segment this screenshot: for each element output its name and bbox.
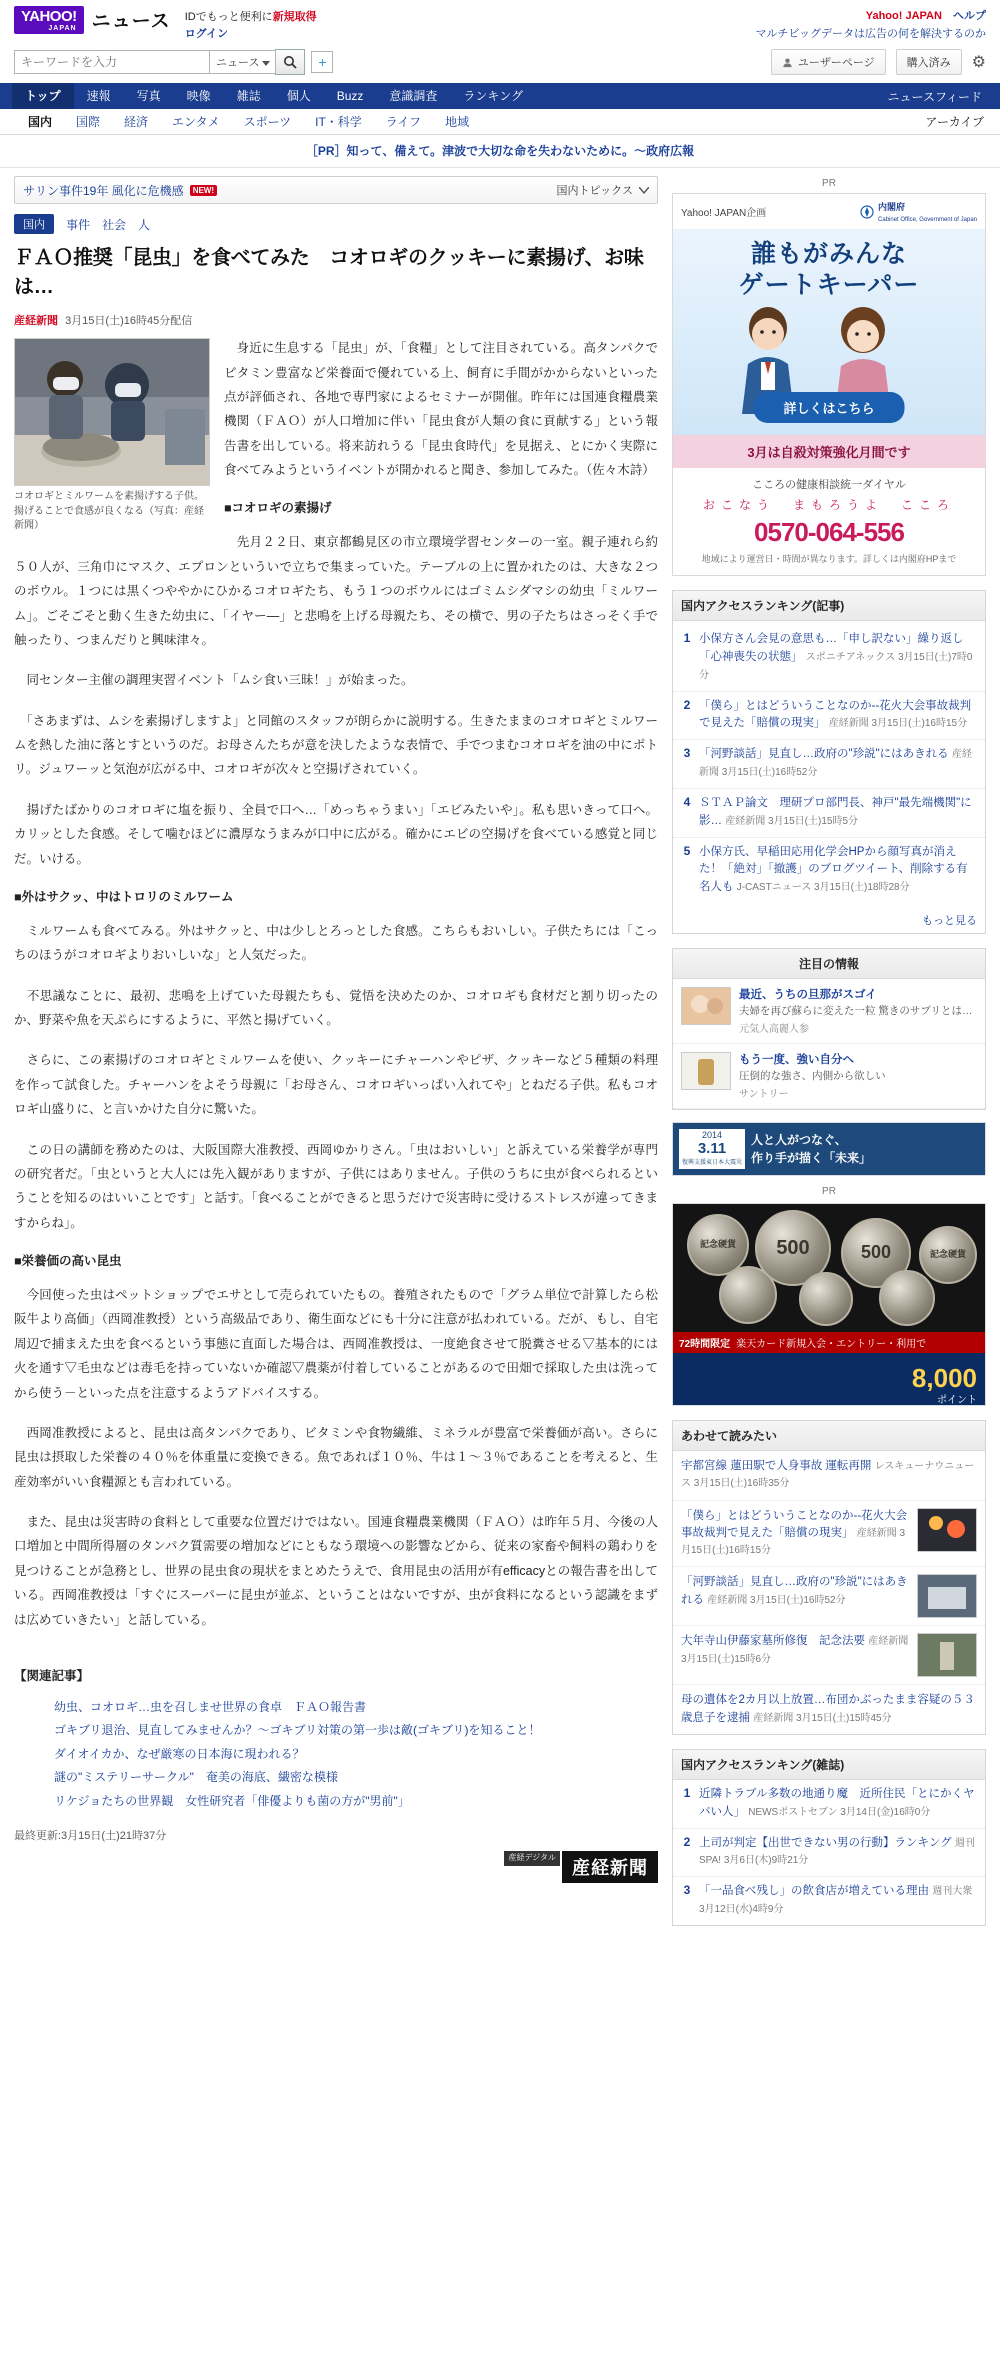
together-meta: 産経新聞 3月15日(土)15時45分 [753,1712,892,1724]
sidebar [672,176,986,1926]
subnav-item-archive[interactable]: アーカイブ [925,115,984,130]
subnav-item-sports[interactable]: スポーツ [243,115,292,130]
search-scope-label: ニュース [216,57,260,70]
article-paragraph: 身近に生息する「昆虫」が、「食糧」として注目されている。高タンパクでビタミン豊富など栄養面で優れている上、飼育に手間がかからないといった点が評価され、各地で専門家によるセミナーが開催。昨年には国連食糧農業機関（ＦＡＯ）が人口増加に伴い「昆虫食が人類の食に貢献する」という報告書を出している。将来訪れうる「昆虫食時代」を見据え、とにかく実際に食べてみようというイベントが開かれると聞き、参加してみた。（佐々木詩） [224,341,658,478]
rank-number: 5 [683,843,691,858]
publisher-logo [14,1851,658,1883]
ad-contact-line2: おこなう まもろうよ こころ [702,498,955,513]
last-updated: 最終更新:3月15日(土)21時37分 [14,1829,167,1842]
article-body [14,336,658,1648]
list-item[interactable] [673,1626,985,1685]
nav-item-magazine[interactable]: 雑誌 [236,89,261,104]
ranking-list [673,621,985,907]
list-item[interactable] [673,740,985,789]
thumbnail-image [682,1053,730,1089]
category-badge: 国内 [14,214,54,234]
article-paragraph: 先月２２日、東京都鶴見区の市立環境学習センターの一室。親子連れら約５０人が、三角巾にマスク、エプロンといういで立ちで集まっていた。テーブルの上に置かれたのは、大きな２つのボウル。１つには黒くつややかにひかるコオロギたち、もう１つのボウルにはゴミムシダマシの幼虫「ミルワーム」。ごそごそと動く生きた幼虫に、「イヤー―」と悲鳴を上げる母親たち、その横で、男の子たちはさっそく手で触ったり、つまんだりと興味津々。 [14,535,658,647]
section-heading-3: ■栄養価の高い昆虫 [14,1254,122,1269]
more-link[interactable]: もっと見る [922,914,977,927]
thumbnail [917,1508,977,1552]
coin-limited: 72時間限定 [679,1339,731,1351]
nav-item-buzz[interactable]: Buzz [336,89,364,104]
plus-icon: + [318,54,327,71]
sub-nav [0,109,1000,135]
search-button[interactable] [275,49,305,75]
user-icon [782,57,793,68]
rank-link[interactable]: 小保方氏、早稲田応用化学会HPから顔写真が消えた！「絶対」「撤護」のブログツイート、削除する有名人も [699,845,968,894]
login-link[interactable]: ログイン [184,27,229,40]
article-paragraph: 揚げたばかりのコオロギに塩を振り、全員で口へ…「めっちゃうまい」「エビみたいや」。私も思いきって口へ。カリッとした食感。そして噛むほどに濃厚なうまみが口中に広がる。確かにエビの空揚げを食べている感覚と同じだ。いける。 [14,802,658,866]
article-paragraph: この日の講師を務めたのは、大阪国際大准教授、西岡ゆかりさん。「虫はおいしい」と訴えている栄養学が専門の研究者だ。「虫というと大人には先入観がありますが、子供にはありません。子供のうちに虫が食べられるということを知るのはいいことです」と話す。「食べることができると思うだけで災害時に受けるストレスが違ってきますからね」。 [14,1142,658,1230]
ad-rakuten-card[interactable] [672,1203,986,1406]
account-area [771,49,986,75]
search-form [14,49,333,75]
main-column [14,176,658,1926]
related-list [14,1696,658,1813]
panel-ranking-magazines [672,1749,986,1926]
category-link-society[interactable]: 社会 [102,217,127,232]
nav-item-video[interactable]: 映像 [186,89,211,104]
coin-visual [673,1204,985,1332]
thumbnail-image [918,1509,976,1551]
rank-meta: 産経新聞 3月15日(土)16時15分 [828,718,968,730]
rank-link[interactable]: 「河野談話」見直し…政府の"珍説"にはあきれる [699,748,949,761]
rank-meta: 週刊大衆 3月12日(水)4時9分 [699,1886,973,1916]
banner-date [679,1129,745,1169]
category-link-people[interactable]: 人 [138,217,151,232]
panel-together-read [672,1420,986,1735]
panel-ranking-articles [672,590,986,934]
related-link[interactable]: 謎の"ミステリーサークル" 奄美の海底、繊密な模様 [54,1770,338,1785]
photo-illustration [15,339,210,486]
list-item [54,1743,658,1766]
chevron-down-icon[interactable] [639,187,649,194]
list-item[interactable] [673,1044,985,1109]
ad-sponsor: Yahoo! JAPAN企画 [681,208,767,220]
subnav-item-it-science[interactable]: IT・科学 [315,115,362,130]
rank-link[interactable]: 近隣トラブル多数の地通り魔 近所住民「とにかくヤバい人」 [699,1787,975,1818]
banner-year: 2014 [701,1129,723,1140]
promo-register-link[interactable]: 新規取得 [272,11,317,23]
thumbnail-image [918,1634,976,1676]
panel-title: 国内アクセスランキング(記事) [673,591,985,621]
help-link[interactable]: ヘルプ [953,10,986,22]
list-item[interactable] [673,838,985,903]
thumbnail-image [682,988,730,1024]
ad-gov-name: 内閣府 [878,202,906,213]
nav-item-top[interactable]: トップ [12,83,74,109]
section-heading-2: ■外はサクッ、中はトロリのミルワーム [14,889,234,904]
ad-cta-button[interactable]: 詳しくはこちら [753,392,904,423]
subnav-item-economy[interactable]: 経済 [124,115,149,130]
related-link[interactable]: 幼虫、コオロギ…虫を召しませ世界の食卓 ＦＡＯ報告書 [54,1699,367,1714]
rank-number: 4 [683,794,691,809]
thumbnail [681,1052,731,1090]
list-item[interactable] [673,1451,985,1501]
yahoo-logo[interactable] [14,6,84,34]
government-seal-icon [860,205,874,219]
rank-link[interactable]: 小保方さん会見の意思も…「申し訳ない」繰り返し「心神喪失の状態」 [699,633,964,663]
nav-item-newsfeed[interactable]: ニュースフィード [887,89,982,104]
user-page-label: ユーザーページ [797,57,875,70]
ad-gov [860,200,977,223]
rank-meta: 産経新聞 3月15日(土)16時52分 [699,749,972,779]
together-link[interactable]: 大年寺山伊藤家墓所修復 記念法要 [681,1635,865,1648]
notice-source: サントリー [739,1088,789,1100]
ad-title-2: ゲートキーパー [738,271,920,300]
banner-copy2: 作り手が描く「未来」 [751,1151,872,1166]
article-paragraph: また、昆虫は災害時の食料として重要な位置だけではない。国連食糧農業機関（ＦＡＯ）は昨年５月、今後の人口増加と中間所得層のタンパク質需要の増加などにともなう環境への影響などから、従来の家畜や飼料の鶏わりを見つけることが急務とし、世界の昆虫食の現状をまとめたうえで、食用昆虫の活用が有efficacyとの報告書を出している。西岡准教授は「すぐにスーパーに昆虫が並ぶ、ということはないですが、虫が食料になるという認識をまずは広めていきたい」と話している。 [14,1515,658,1627]
rank-meta: 週刊SPA! 3月6日(木)9時21分 [699,1837,975,1867]
new-badge: NEW! [190,185,217,196]
page-title: ＦＡＯ推奨「昆虫」を食べてみた コオロギのクッキーに素揚げ、お味は… [14,247,644,299]
coin-rule-bar [673,1332,985,1353]
nav-item-photo[interactable]: 写真 [136,89,161,104]
article-paragraph: 「さあまずは、ムシを素揚げしますよ」と同館のスタッフが朗らかに説明する。生きたままのコオロギとミルワームを熱した油に落とすというのだ。お母さんたちが意を決したような表情で、手でつまむコオロギを油の中にポトリ。ジュワーッと気泡が広がる中、コオロギが次々と空揚げされていく。 [14,713,658,777]
related-link[interactable]: リケジョたちの世界観 女性研究者「俳優よりも菌の方が"男前"」 [54,1793,410,1808]
together-meta: 産経新聞 3月15日(土)16時15分 [681,1527,906,1557]
search-icon [283,55,297,69]
rank-link[interactable]: 上司が判定【出世できない男の行動】ランキング [699,1836,952,1849]
article-paragraph: ミルワームも食べてみる。外はサクッと、中は少しとろっとした食感。こちらもおいしい。子供たちには「こっちのほうがコオロギよりおいしいな」と人気だった。 [14,923,658,963]
purchased-label: 購入済み [906,57,951,70]
thumbnail [917,1633,977,1677]
coin-points: 8,000 [911,1363,977,1394]
coin-points-unit: ポイント [937,1395,977,1407]
notice-title[interactable]: 最近、うちの旦那がスゴイ [739,988,877,1001]
search-input[interactable] [14,50,210,74]
rank-meta: スポニチアネックス 3月15日(土)7時0分 [699,652,973,681]
list-item[interactable] [673,625,985,691]
logo-sub: JAPAN [48,24,77,32]
together-link[interactable]: 「僕ら」とはどういうことなのか--花火大会事故裁判で見えた「賠償の現実」 [681,1509,908,1539]
rank-number: 2 [683,1834,691,1849]
coin-rule-text: 楽天カード新規入会・エントリー・利用で [736,1339,927,1351]
nav-item-personal[interactable]: 個人 [286,89,311,104]
list-item[interactable] [673,1829,985,1878]
article-paragraph: 不思議なことに、最初、悲鳴を上げていた母親たちも、覚悟を決めたのか、コオロギも食材だと割り切ったのか、野菜や魚を天ぷらにするように、平然と揚げていく。 [14,988,658,1028]
service-name[interactable]: ニュース [91,11,171,32]
article-timestamp: 3月15日(土)16時45分配信 [65,315,193,328]
ad-contact-tel: 0570-064-556 [754,517,904,548]
list-item[interactable] [673,692,985,741]
article-source[interactable]: 産経新聞 [14,315,58,328]
ad-visual[interactable] [673,229,985,435]
together-meta: 産経新聞 3月15日(土)15時6分 [681,1636,909,1665]
topics-right-label[interactable]: 国内トピックス [556,185,633,198]
list-item[interactable] [673,1780,985,1829]
main-nav [0,83,1000,109]
ad-contact-line1: こころの健康相談統一ダイヤル [752,479,906,492]
rank-meta: 産経新聞 3月15日(土)15時5分 [725,815,859,827]
nav-item-ranking[interactable]: ランキング [463,89,524,104]
rank-link[interactable]: ＳＴＡＰ論文 理研プロ部門長、神戸"最先端機関"に影… [699,796,972,827]
coin-points-bar [673,1353,985,1405]
article-paragraph: 今回使った虫はペットショップでエサとして売られていたもの。養殖されたもので「グラム単位で計算したら松阪牛より高価」（西岡准教授）という高級品であり、衛生面などにも十分に注意が払われている。だが、もし、自宅周辺で捕まえた虫を食べるという事態に直面した場合は、西岡准教授は、一度絶食させて脱糞させる▽基本的には火を通す▽毛虫などは毒毛を持っていないか確認▽農薬が付着していることがあるので田畑で採取した虫は洗ってから使う－といった点を注意するようアドバイスする。 [14,1288,658,1400]
panel-title: 国内アクセスランキング(雑誌) [673,1750,985,1780]
list-item[interactable] [673,1567,985,1626]
coin-icon: 記念硬貨 [919,1226,977,1284]
topics-right [557,182,649,198]
ad-title-1: 誰もがみんな [750,240,907,269]
together-link[interactable]: 宇都宮線 蓮田駅で人身事故 運転再開 [681,1460,872,1473]
list-item[interactable] [673,1501,985,1568]
coin-icon: 500 [841,1218,911,1288]
category-link-incident[interactable]: 事件 [66,217,91,232]
yahoo-japan-link[interactable]: Yahoo! JAPAN [865,10,942,22]
related-link[interactable]: ゴキブリ退治、見直してみませんか？～ゴキブリ対策の第一歩は敵(ゴキブリ)を知ること！ [54,1723,541,1738]
add-search-option-button[interactable] [311,51,333,73]
rank-number: 3 [683,1883,691,1898]
related-heading: 【関連記事】 [14,1668,90,1683]
ad-header [673,194,985,229]
rank-number: 2 [683,697,691,712]
banner-sub: 復興支援東日本大震災 [682,1160,743,1167]
list-item [54,1696,658,1719]
topics-headline[interactable]: サリン事件19年 風化に危機感 [23,183,184,198]
site-header [0,0,1000,45]
rank-number: 3 [683,746,691,761]
section-heading-1: ■コオロギの素揚げ [224,501,332,516]
together-meta: 産経新聞 3月15日(土)16時52分 [707,1594,846,1606]
article-byline [14,312,658,328]
logo-text: YAHOO! [21,8,77,25]
ad-gov-subname: Cabinet Office, Government of Japan [878,217,977,224]
coin-icon: 500 [755,1210,831,1286]
together-link[interactable]: 母の遺体を2カ月以上放置…布団かぶったまま容疑の５３歳息子を逮捕 [681,1694,975,1724]
rank-meta: J-CASTニュース 3月15日(土)18時28分 [736,882,910,894]
rank-number: 1 [683,1785,691,1800]
pr-label: PR [822,178,836,190]
rank-meta: NEWSポストセブン 3月14日(金)16時0分 [748,1806,931,1818]
promo-line1: IDでもっと便利に [184,11,273,23]
list-item[interactable] [673,1877,985,1925]
list-item[interactable] [673,1685,985,1734]
search-scope-select[interactable] [210,50,276,74]
subnav-item-entertainment[interactable]: エンタメ [172,115,220,130]
header-right [755,6,986,43]
subnav-item-international[interactable]: 国際 [76,115,101,130]
related-link[interactable]: ダイオイカか、なぜ厳寒の日本海に現われる？ [54,1746,305,1761]
coin-icon: 記念硬貨 [687,1214,749,1276]
article-paragraph: 西岡准教授によると、昆虫は高タンパクであり、ビタミンや食物繊維、ミネラルが豊富で栄養価が高い。さらに昆虫は摂取した栄養の４０％を体重量に変換できる。魚であれば１０％、牛は１～３％であることを考えると、生産効率がいい食糧源とも言われている。 [14,1425,658,1489]
notice-title[interactable]: もう一度、強い自分へ [739,1053,854,1066]
gear-icon[interactable]: ⚙ [971,54,986,72]
list-item[interactable] [673,789,985,838]
thumbnail-image [918,1575,976,1617]
publisher-mark-small: 産経デジタル [504,1851,560,1866]
nav-item-breaking[interactable]: 速報 [86,89,111,104]
rank-link[interactable]: 「一品食べ残し」の飲食店が増えている理由 [699,1885,929,1898]
category-row [14,214,658,234]
together-link[interactable]: 「河野談話」見直し…政府の"珍説"にはあきれる [681,1576,908,1606]
header-promo [185,6,317,42]
banner-311[interactable] [672,1122,986,1176]
panel-title: 注目の情報 [673,949,985,979]
banner-copy1: 人と人がつなぐ、 [751,1133,847,1148]
banner-day: 3.11 [697,1139,727,1157]
ad-contact [673,468,985,575]
notice-desc: 圧倒的な強さ、内側から欲しい [739,1070,886,1083]
coin-icon [879,1270,935,1326]
ad-gatekeeper[interactable] [672,193,986,576]
nav-item-survey[interactable]: 意識調査 [389,89,438,104]
panel-title: あわせて読みたい [673,1421,985,1451]
subnav-item-local[interactable]: 地域 [445,115,470,130]
photo-caption: コオロギとミルワームを素揚げする子供。揚げることで食感が良くなる（写真：産経新聞） [14,491,204,532]
article-figure [14,338,210,534]
publisher-mark: 産経新聞 [562,1851,658,1883]
thumbnail [917,1574,977,1618]
coin-icon [719,1266,777,1324]
notice-source: 元気人高麗人参 [739,1023,809,1035]
list-item[interactable] [673,979,985,1044]
list-item [54,1719,658,1742]
pr-label-2: PR [822,1186,836,1198]
rank-number: 1 [683,631,691,646]
rank-link[interactable]: 「僕ら」とはどういうことなのか--花火大会事故裁判で見えた「賠償の現実」 [699,699,972,730]
search-bar [0,45,1000,83]
together-meta: レスキューナウニュース 3月15日(土)16時35分 [681,1461,975,1490]
thumbnail [681,987,731,1025]
panel-notice [672,948,986,1110]
article-paragraph: さらに、この素揚げのコオロギとミルワームを使い、クッキーにチャーハンやピザ、クッキーなど５種類の料理を作って試食した。チャーハンをよそう母親に「お母さん、コオロギいっぱい入れてや」とねだる子供。私もコオロギ山盛りに、と言いかけた自分に驚いた。 [14,1053,658,1117]
user-page-button[interactable] [771,49,886,75]
ad-pink-bar: 3月は自殺対策強化月間です [673,435,985,468]
list-item [54,1790,658,1813]
subnav-item-domestic[interactable]: 国内 [28,115,53,130]
notice-desc: 夫婦を再び蘇らに変えた一粒 驚きのサプリとは… [739,1005,973,1018]
purchased-button[interactable] [896,49,962,75]
list-item [54,1766,658,1789]
article-paragraph: 同センター主催の調理実習イベント「ムシ食い三昧！」が始まった。 [14,673,414,688]
coin-icon [799,1272,853,1326]
subnav-item-life[interactable]: ライフ [385,115,422,130]
topics-bar[interactable] [14,176,658,204]
ad-contact-note: 地域により運営日・時間が異なります。詳しくは内閣府HPまで [701,554,957,565]
pr-banner[interactable]: ［PR］知って、備えて。津波で大切な命を失わないために。～政府広報 [0,135,1000,168]
article-photo[interactable] [14,338,210,486]
header-ad-link[interactable]: マルチビッグデータは広告の何を解決するのか [755,27,986,40]
